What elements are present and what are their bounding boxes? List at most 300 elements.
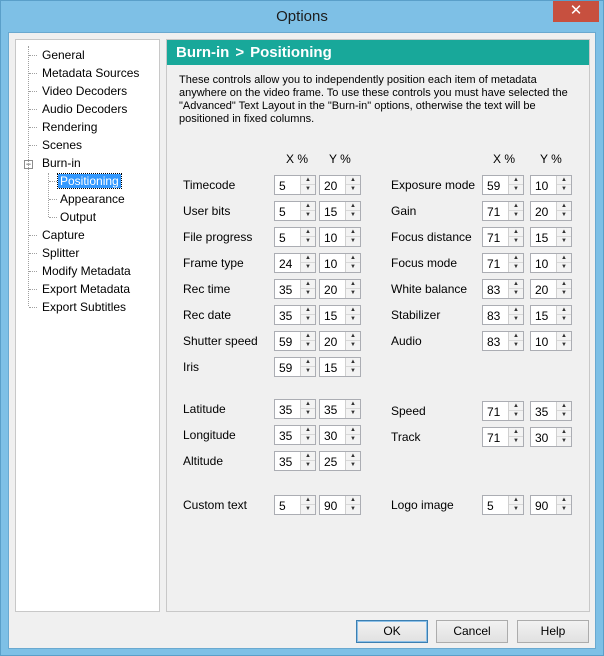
left-x-spinner[interactable] [274, 399, 316, 419]
spin-down-icon[interactable]: ▼ [561, 438, 567, 444]
spin-up-icon[interactable]: ▲ [301, 426, 315, 435]
tree-item-label: General [42, 48, 85, 62]
spin-buttons [556, 332, 571, 350]
spin-value: 20 [324, 179, 338, 193]
right-x-spinner[interactable] [482, 227, 524, 247]
spin-up-icon[interactable]: ▲ [301, 280, 315, 289]
tree-item-label: Audio Decoders [42, 102, 128, 116]
spin-value: 10 [535, 257, 549, 271]
spin-up-icon[interactable]: ▲ [557, 280, 571, 289]
spin-value: 71 [487, 431, 501, 445]
left-field-label: Shutter speed [183, 334, 258, 348]
spin-value: 35 [535, 405, 549, 419]
spin-buttons [300, 254, 315, 272]
spin-up-icon[interactable]: ▲ [557, 228, 571, 237]
left-field-label: User bits [183, 204, 231, 218]
spin-value: 35 [279, 429, 293, 443]
right-x-spinner[interactable] [482, 253, 524, 273]
spin-buttons [556, 176, 571, 194]
spin-up-icon[interactable]: ▲ [301, 332, 315, 341]
tree-connector [29, 109, 37, 110]
spin-value: 20 [324, 335, 338, 349]
right-y-spinner[interactable] [530, 305, 572, 325]
tree-item-positioning[interactable] [58, 172, 121, 190]
spin-value: 25 [324, 455, 338, 469]
spin-value: 90 [324, 499, 338, 513]
spin-buttons [556, 254, 571, 272]
left-y-spinner[interactable] [319, 331, 361, 351]
right-x-spinner[interactable] [482, 175, 524, 195]
spin-value: 71 [487, 257, 501, 271]
spin-down-icon[interactable]: ▼ [513, 186, 519, 192]
tree-item-capture[interactable] [40, 226, 87, 244]
spin-value: 20 [535, 205, 549, 219]
left-x-spinner[interactable] [274, 451, 316, 471]
spin-up-icon[interactable]: ▲ [509, 306, 523, 315]
tree-connector [29, 127, 37, 128]
title-bar[interactable] [1, 1, 603, 33]
spin-up-icon[interactable]: ▲ [509, 428, 523, 437]
spin-up-icon[interactable]: ▲ [301, 496, 315, 505]
spin-buttons [556, 306, 571, 324]
left-y-spinner[interactable] [319, 175, 361, 195]
tree-item-label: Rendering [42, 120, 98, 134]
tree-item-scenes[interactable] [40, 136, 84, 154]
spin-up-icon[interactable]: ▲ [301, 254, 315, 263]
right-y-spinner[interactable] [530, 331, 572, 351]
spin-down-icon[interactable]: ▼ [513, 212, 519, 218]
tree-item-label: Export Metadata [42, 282, 131, 296]
left-x-spinner[interactable] [274, 201, 316, 221]
breadcrumb [167, 40, 589, 65]
ok-button[interactable]: OK [356, 620, 428, 643]
spin-buttons [345, 400, 360, 418]
breadcrumb-separator: > [235, 44, 245, 61]
tree-item-label: Export Subtitles [42, 300, 127, 314]
tree-item-export-subtitles[interactable] [40, 298, 128, 316]
left-field-label: Custom text [183, 498, 248, 512]
dialog-client [8, 32, 596, 649]
spin-up-icon[interactable]: ▲ [301, 306, 315, 315]
spin-buttons [508, 202, 523, 220]
spin-down-icon[interactable]: ▼ [561, 290, 567, 296]
spin-value: 5 [279, 205, 286, 219]
left-x-spinner[interactable] [274, 495, 316, 515]
left-x-spinner[interactable] [274, 175, 316, 195]
right-y-spinner[interactable] [530, 279, 572, 299]
tree-item-appearance[interactable] [58, 190, 127, 208]
spin-down-icon[interactable]: ▼ [561, 316, 567, 322]
left-x-spinner[interactable] [274, 357, 316, 377]
spin-up-icon[interactable]: ▲ [346, 254, 360, 263]
tree-connector [49, 181, 57, 182]
right-y-spinner[interactable] [530, 227, 572, 247]
spin-up-icon[interactable]: ▲ [301, 176, 315, 185]
spin-buttons [556, 402, 571, 420]
left-x-spinner[interactable] [274, 331, 316, 351]
spin-up-icon[interactable]: ▲ [557, 254, 571, 263]
spin-buttons [300, 176, 315, 194]
spin-down-icon[interactable]: ▼ [513, 238, 519, 244]
spin-up-icon[interactable]: ▲ [346, 228, 360, 237]
spin-down-icon[interactable]: ▼ [561, 412, 567, 418]
spin-down-icon[interactable]: ▼ [561, 238, 567, 244]
right-x-spinner[interactable] [482, 305, 524, 325]
spin-up-icon[interactable]: ▲ [509, 280, 523, 289]
spin-down-icon[interactable]: ▼ [513, 438, 519, 444]
spin-down-icon[interactable]: ▼ [305, 264, 311, 270]
right-field-label: White balance [391, 282, 468, 296]
spin-value: 10 [324, 231, 338, 245]
tree-item-label: Video Decoders [42, 84, 128, 98]
spin-down-icon[interactable]: ▼ [513, 290, 519, 296]
spin-buttons [508, 228, 523, 246]
spin-value: 24 [279, 257, 293, 271]
spin-down-icon[interactable]: ▼ [561, 506, 567, 512]
tree-item-splitter[interactable] [40, 244, 81, 262]
left-y-spinner[interactable] [319, 495, 361, 515]
spin-value: 59 [279, 361, 293, 375]
spin-buttons [345, 228, 360, 246]
left-x-spinner[interactable] [274, 425, 316, 445]
right-field-label: Speed [391, 404, 426, 418]
spin-down-icon[interactable]: ▼ [513, 342, 519, 348]
spin-value: 15 [535, 231, 549, 245]
tree-item-output[interactable] [58, 208, 98, 226]
spin-up-icon[interactable]: ▲ [346, 426, 360, 435]
tree-connector [29, 145, 37, 146]
spin-down-icon[interactable]: ▼ [350, 506, 356, 512]
right-x-spinner[interactable] [482, 331, 524, 351]
left-y-spinner[interactable] [319, 227, 361, 247]
spin-down-icon[interactable]: ▼ [350, 186, 356, 192]
left-field-label: Altitude [183, 454, 224, 468]
spin-up-icon[interactable]: ▲ [557, 306, 571, 315]
spin-buttons [345, 306, 360, 324]
left-field-label: Longitude [183, 428, 236, 442]
right-field-label: Stabilizer [391, 308, 441, 322]
left-y-spinner[interactable] [319, 357, 361, 377]
tree-item-label: Metadata Sources [42, 66, 140, 80]
right-field-label: Focus mode [391, 256, 458, 270]
right-x-spinner[interactable] [482, 279, 524, 299]
spin-buttons [300, 280, 315, 298]
spin-value: 20 [535, 283, 549, 297]
spin-value: 5 [279, 179, 286, 193]
spin-buttons [508, 402, 523, 420]
close-button[interactable] [553, 1, 599, 22]
spin-value: 10 [535, 179, 549, 193]
spin-buttons [345, 202, 360, 220]
spin-value: 15 [324, 205, 338, 219]
spin-buttons [556, 228, 571, 246]
spin-up-icon[interactable]: ▲ [557, 402, 571, 411]
spin-value: 59 [279, 335, 293, 349]
spin-buttons [345, 496, 360, 514]
spin-up-icon[interactable]: ▲ [301, 202, 315, 211]
spin-buttons [508, 428, 523, 446]
spin-down-icon[interactable]: ▼ [350, 290, 356, 296]
spin-value: 15 [535, 309, 549, 323]
left-x-spinner[interactable] [274, 253, 316, 273]
options-tree[interactable] [15, 39, 160, 612]
spin-up-icon[interactable]: ▲ [557, 496, 571, 505]
tree-item-label: Capture [42, 228, 85, 242]
left-x-spinner[interactable] [274, 227, 316, 247]
tree-connector [29, 253, 37, 254]
spin-down-icon[interactable]: ▼ [305, 186, 311, 192]
spin-down-icon[interactable]: ▼ [350, 238, 356, 244]
right-x-header: X % [493, 152, 516, 166]
tree-connector [28, 46, 29, 306]
spin-up-icon[interactable]: ▲ [509, 332, 523, 341]
spin-buttons [300, 306, 315, 324]
spin-down-icon[interactable]: ▼ [561, 186, 567, 192]
left-x-spinner[interactable] [274, 305, 316, 325]
spin-up-icon[interactable]: ▲ [509, 228, 523, 237]
left-y-header: Y % [329, 152, 351, 166]
left-field-label: Timecode [183, 178, 236, 192]
spin-down-icon[interactable]: ▼ [350, 462, 356, 468]
spin-up-icon[interactable]: ▲ [557, 428, 571, 437]
tree-item-label: Scenes [42, 138, 83, 152]
spin-down-icon[interactable]: ▼ [350, 212, 356, 218]
spin-up-icon[interactable]: ▲ [301, 358, 315, 367]
spin-up-icon[interactable]: ▲ [346, 176, 360, 185]
spin-down-icon[interactable]: ▼ [561, 342, 567, 348]
right-y-header: Y % [540, 152, 562, 166]
right-x-spinner[interactable] [482, 495, 524, 515]
spin-value: 15 [324, 361, 338, 375]
spin-down-icon[interactable]: ▼ [350, 316, 356, 322]
spin-up-icon[interactable]: ▲ [557, 332, 571, 341]
spin-down-icon[interactable]: ▼ [350, 436, 356, 442]
spin-buttons [345, 426, 360, 444]
spin-value: 10 [535, 335, 549, 349]
tree-connector [29, 235, 37, 236]
spin-buttons [300, 228, 315, 246]
spin-up-icon[interactable]: ▲ [301, 400, 315, 409]
tree-item-label: Positioning [60, 174, 119, 188]
spin-up-icon[interactable]: ▲ [346, 358, 360, 367]
left-y-spinner[interactable] [319, 305, 361, 325]
spin-value: 30 [324, 429, 338, 443]
tree-item-label: Splitter [42, 246, 80, 260]
tree-connector [29, 289, 37, 290]
spin-down-icon[interactable]: ▼ [305, 238, 311, 244]
spin-buttons [300, 202, 315, 220]
spin-value: 71 [487, 231, 501, 245]
spin-value: 71 [487, 205, 501, 219]
spin-down-icon[interactable]: ▼ [305, 290, 311, 296]
collapse-icon[interactable]: − [25, 159, 32, 169]
tree-connector [49, 199, 57, 200]
tree-connector [49, 217, 57, 218]
spin-down-icon[interactable]: ▼ [305, 368, 311, 374]
spin-buttons [556, 202, 571, 220]
tree-item-metadata-sources[interactable] [40, 64, 141, 82]
spin-value: 35 [324, 403, 338, 417]
tree-item-label: Appearance [60, 192, 125, 206]
right-x-spinner[interactable] [482, 401, 524, 421]
spin-buttons [556, 496, 571, 514]
spin-down-icon[interactable]: ▼ [305, 410, 311, 416]
left-y-spinner[interactable] [319, 399, 361, 419]
spin-down-icon[interactable]: ▼ [350, 264, 356, 270]
spin-buttons [345, 280, 360, 298]
spin-buttons [508, 496, 523, 514]
spin-down-icon[interactable]: ▼ [305, 342, 311, 348]
tree-item-audio-decoders[interactable] [40, 100, 129, 118]
right-y-spinner[interactable] [530, 427, 572, 447]
spin-up-icon[interactable]: ▲ [346, 400, 360, 409]
positioning-panel [166, 39, 590, 612]
spin-down-icon[interactable]: ▼ [513, 412, 519, 418]
spin-buttons [556, 280, 571, 298]
spin-buttons [300, 400, 315, 418]
tree-connector [29, 307, 37, 308]
spin-down-icon[interactable]: ▼ [350, 410, 356, 416]
spin-down-icon[interactable]: ▼ [513, 316, 519, 322]
left-x-spinner[interactable] [274, 279, 316, 299]
spin-up-icon[interactable]: ▲ [557, 176, 571, 185]
spin-up-icon[interactable]: ▲ [346, 496, 360, 505]
spin-up-icon[interactable]: ▲ [557, 202, 571, 211]
spin-down-icon[interactable]: ▼ [305, 506, 311, 512]
spin-up-icon[interactable]: ▲ [346, 202, 360, 211]
left-y-spinner[interactable] [319, 201, 361, 221]
spin-value: 20 [324, 283, 338, 297]
right-x-spinner[interactable] [482, 427, 524, 447]
spin-value: 35 [279, 455, 293, 469]
tree-connector [29, 55, 37, 56]
spin-up-icon[interactable]: ▲ [346, 306, 360, 315]
spin-buttons [556, 428, 571, 446]
spin-up-icon[interactable]: ▲ [346, 280, 360, 289]
spin-buttons [345, 332, 360, 350]
spin-value: 35 [279, 309, 293, 323]
tree-item-burn-in[interactable] [40, 154, 83, 172]
right-y-spinner[interactable] [530, 401, 572, 421]
spin-value: 71 [487, 405, 501, 419]
right-field-label: Gain [391, 204, 417, 218]
spin-buttons [345, 452, 360, 470]
right-y-spinner[interactable] [530, 201, 572, 221]
right-field-label: Audio [391, 334, 422, 348]
left-field-label: Rec date [183, 308, 232, 322]
right-field-label: Track [391, 430, 421, 444]
right-y-spinner[interactable] [530, 175, 572, 195]
left-field-label: Rec time [183, 282, 231, 296]
spin-value: 83 [487, 335, 501, 349]
tree-item-label: Modify Metadata [42, 264, 131, 278]
tree-item-label: Output [60, 210, 97, 224]
help-button[interactable]: Help [517, 620, 589, 643]
tree-item-rendering[interactable] [40, 118, 99, 136]
spin-down-icon[interactable]: ▼ [305, 436, 311, 442]
spin-buttons [508, 254, 523, 272]
right-x-spinner[interactable] [482, 201, 524, 221]
tree-connector [48, 173, 49, 217]
tree-item-general[interactable] [40, 46, 87, 64]
spin-buttons [508, 280, 523, 298]
spin-buttons [508, 332, 523, 350]
spin-down-icon[interactable]: ▼ [513, 264, 519, 270]
spin-up-icon[interactable]: ▲ [509, 176, 523, 185]
left-field-label: Iris [183, 360, 199, 374]
spin-down-icon[interactable]: ▼ [305, 316, 311, 322]
spin-up-icon[interactable]: ▲ [301, 228, 315, 237]
spin-down-icon[interactable]: ▼ [561, 264, 567, 270]
tree-item-modify-metadata[interactable] [40, 262, 133, 280]
left-y-spinner[interactable] [319, 425, 361, 445]
description-text: These controls allow you to independently position each item of metadata anywhere on the video frame. To use these controls you must have selected the "Advanced" Text Layout in the "Burn-in" options, otherwise the text will be positioned in fixed columns. [179, 74, 568, 125]
spin-up-icon[interactable]: ▲ [509, 496, 523, 505]
left-field-label: File progress [183, 230, 253, 244]
spin-value: 5 [487, 499, 494, 513]
breadcrumb-current: Positioning [250, 44, 332, 61]
spin-buttons [345, 358, 360, 376]
tree-item-video-decoders[interactable] [40, 82, 129, 100]
spin-value: 35 [279, 403, 293, 417]
spin-down-icon[interactable]: ▼ [305, 462, 311, 468]
breadcrumb-parent: Burn-in [176, 44, 230, 61]
spin-down-icon[interactable]: ▼ [561, 212, 567, 218]
spin-down-icon[interactable]: ▼ [350, 342, 356, 348]
spin-up-icon[interactable]: ▲ [509, 402, 523, 411]
left-y-spinner[interactable] [319, 451, 361, 471]
spin-value: 90 [535, 499, 549, 513]
tree-item-label: Burn-in [42, 156, 81, 170]
spin-buttons [300, 496, 315, 514]
spin-up-icon[interactable]: ▲ [346, 452, 360, 461]
spin-buttons [300, 426, 315, 444]
right-field-label: Logo image [391, 498, 454, 512]
right-field-label: Exposure mode [391, 178, 476, 192]
spin-buttons [300, 452, 315, 470]
spin-value: 5 [279, 499, 286, 513]
tree-connector [29, 271, 37, 272]
cancel-button[interactable]: Cancel [436, 620, 508, 643]
spin-down-icon[interactable]: ▼ [513, 506, 519, 512]
tree-connector [29, 73, 37, 74]
spin-up-icon[interactable]: ▲ [346, 332, 360, 341]
spin-value: 10 [324, 257, 338, 271]
left-field-label: Latitude [183, 402, 226, 416]
close-icon: ✕ [569, 2, 583, 19]
right-y-spinner[interactable] [530, 495, 572, 515]
spin-up-icon[interactable]: ▲ [301, 452, 315, 461]
left-y-spinner[interactable] [319, 253, 361, 273]
spin-up-icon[interactable]: ▲ [509, 254, 523, 263]
spin-value: 83 [487, 309, 501, 323]
spin-buttons [345, 176, 360, 194]
spin-up-icon[interactable]: ▲ [509, 202, 523, 211]
spin-value: 59 [487, 179, 501, 193]
spin-buttons [508, 176, 523, 194]
left-y-spinner[interactable] [319, 279, 361, 299]
spin-value: 35 [279, 283, 293, 297]
left-field-label: Frame type [183, 256, 244, 270]
spin-value: 30 [535, 431, 549, 445]
spin-down-icon[interactable]: ▼ [305, 212, 311, 218]
right-field-label: Focus distance [391, 230, 472, 244]
spin-down-icon[interactable]: ▼ [350, 368, 356, 374]
right-y-spinner[interactable] [530, 253, 572, 273]
spin-value: 83 [487, 283, 501, 297]
tree-item-export-metadata[interactable] [40, 280, 132, 298]
window-title: Options [276, 8, 328, 25]
